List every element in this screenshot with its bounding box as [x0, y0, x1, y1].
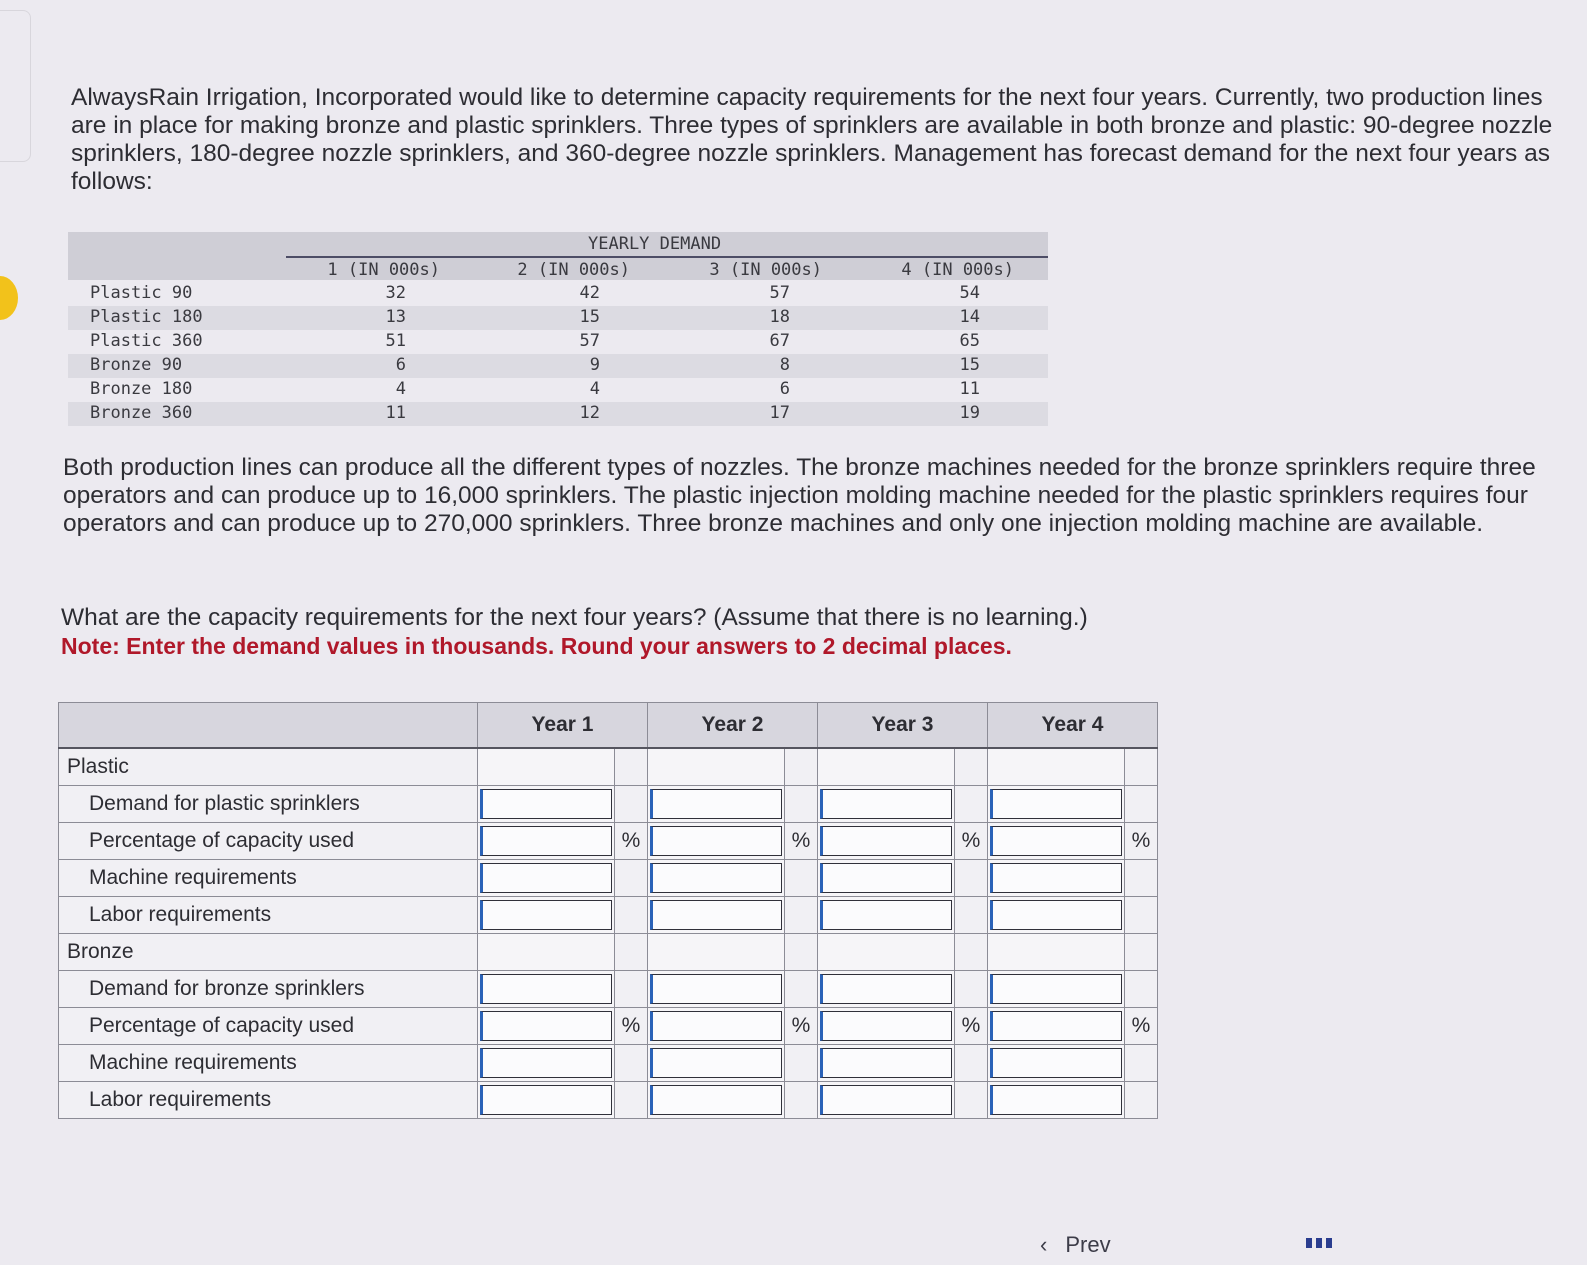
empty-cell: [1125, 1045, 1158, 1082]
empty-cell: [955, 1082, 988, 1119]
answer-cell: [648, 1045, 785, 1082]
empty-cell: [785, 897, 818, 934]
answer-input[interactable]: [650, 863, 782, 893]
year-header: Year 3: [818, 703, 988, 749]
demand-row: [68, 306, 1048, 330]
demand-row: [68, 330, 1048, 354]
answer-input[interactable]: [990, 826, 1122, 856]
answer-cell: [478, 1082, 615, 1119]
chevron-left-icon: ‹: [1040, 1232, 1048, 1257]
demand-row-label: Bronze 90: [90, 355, 183, 375]
empty-cell: [785, 1045, 818, 1082]
empty-cell: [615, 1045, 648, 1082]
demand-cell: 15: [959, 355, 980, 375]
empty-cell: [955, 934, 988, 971]
answer-cell: [478, 1008, 615, 1045]
capacity-paragraph: Both production lines can produce all the different types of nozzles. The bronze machines needed for the bronze sprinklers require three operators and can produce up to 16,000 sprinklers. The plastic injection molding machine needed for the plastic sprinklers requires four operators and can produce up to 270,000 sprinklers. Three bronze machines and only one injection molding machine are available.: [63, 454, 1536, 537]
answer-cell: [648, 897, 785, 934]
percent-sign: %: [1125, 823, 1158, 860]
year-header: Year 4: [988, 703, 1158, 749]
answer-header-row: [59, 703, 1158, 749]
demand-col-header: 2 (IN 000s): [517, 260, 630, 280]
percent-sign: %: [1125, 1008, 1158, 1045]
answer-input[interactable]: [650, 789, 782, 819]
section-label: Bronze: [59, 934, 478, 971]
answer-input[interactable]: [480, 863, 612, 893]
answer-cell: [988, 860, 1125, 897]
answer-cell: [818, 1008, 955, 1045]
empty-cell: [988, 748, 1125, 786]
demand-cell: 42: [579, 283, 600, 303]
demand-cell: 54: [959, 283, 980, 303]
answer-input[interactable]: [650, 900, 782, 930]
answer-input[interactable]: [820, 1011, 952, 1041]
empty-cell: [478, 748, 615, 786]
demand-cell: 67: [769, 331, 790, 351]
empty-cell: [615, 1082, 648, 1119]
section-row: [59, 934, 1158, 971]
answer-input[interactable]: [820, 1085, 952, 1115]
year-header: Year 2: [648, 703, 818, 749]
demand-col-header: 3 (IN 000s): [709, 260, 822, 280]
empty-cell: [1125, 860, 1158, 897]
empty-cell: [818, 748, 955, 786]
intro-paragraph: AlwaysRain Irrigation, Incorporated would like to determine capacity requirements for the next four years. Currently, two production lines are in place for making bronze and plastic sprinklers. Three types of sprinklers are available in both bronze and plastic: 90-degree nozzle sprinklers, 180-degree nozzle sprinklers, and 360-degree nozzle sprinklers. Management has forecast demand for the next four years as follows:: [71, 84, 1553, 195]
answer-input[interactable]: [990, 789, 1122, 819]
answer-cell: [648, 823, 785, 860]
answer-row: [59, 971, 1158, 1008]
answer-row: [59, 823, 1158, 860]
empty-cell: [615, 748, 648, 786]
answer-row: [59, 1008, 1158, 1045]
prev-label: Prev: [1065, 1232, 1111, 1257]
percent-sign: %: [785, 1008, 818, 1045]
answer-input[interactable]: [480, 974, 612, 1004]
demand-cell: 65: [959, 331, 980, 351]
demand-cell: 57: [769, 283, 790, 303]
demand-row-label: Bronze 180: [90, 379, 193, 399]
answer-cell: [478, 897, 615, 934]
empty-cell: [615, 934, 648, 971]
percent-sign: %: [615, 1008, 648, 1045]
answer-row-label: Percentage of capacity used: [59, 1008, 478, 1045]
demand-cell: 15: [579, 307, 600, 327]
answer-input[interactable]: [480, 826, 612, 856]
answer-input[interactable]: [990, 900, 1122, 930]
answer-input[interactable]: [650, 1048, 782, 1078]
answer-cell: [988, 786, 1125, 823]
question-text: What are the capacity requirements for the next four years? (Assume that there is no learning.): [61, 604, 1088, 631]
demand-row: [68, 378, 1048, 402]
answer-input[interactable]: [480, 789, 612, 819]
answer-row-label: Percentage of capacity used: [59, 823, 478, 860]
answer-row: [59, 1082, 1158, 1119]
answer-row-label: Demand for plastic sprinklers: [59, 786, 478, 823]
demand-cell: 6: [395, 355, 406, 375]
side-panel-frame: [0, 10, 31, 162]
empty-cell: [785, 1082, 818, 1119]
percent-sign: %: [785, 823, 818, 860]
section-label: Plastic: [59, 748, 478, 786]
empty-cell: [955, 748, 988, 786]
capacity-answer-table: [58, 702, 1158, 1119]
answer-cell: [988, 1008, 1125, 1045]
demand-cell: 32: [385, 283, 406, 303]
answer-cell: [818, 971, 955, 1008]
empty-cell: [818, 934, 955, 971]
answer-input[interactable]: [990, 1048, 1122, 1078]
empty-cell: [648, 934, 785, 971]
empty-cell: [478, 934, 615, 971]
demand-header-rule: [286, 256, 1048, 258]
demand-cell: 18: [769, 307, 790, 327]
demand-cell: 12: [579, 403, 600, 423]
answer-input[interactable]: [820, 789, 952, 819]
answer-cell: [478, 786, 615, 823]
demand-row-label: Plastic 90: [90, 283, 193, 303]
percent-sign: %: [615, 823, 648, 860]
answer-row: [59, 860, 1158, 897]
answer-input[interactable]: [820, 1048, 952, 1078]
answer-input[interactable]: [820, 826, 952, 856]
empty-cell: [955, 786, 988, 823]
answer-input[interactable]: [820, 974, 952, 1004]
empty-cell: [955, 971, 988, 1008]
empty-cell: [648, 748, 785, 786]
answer-cell: [478, 1045, 615, 1082]
answer-cell: [818, 860, 955, 897]
answer-input[interactable]: [990, 1011, 1122, 1041]
answer-input[interactable]: [650, 974, 782, 1004]
prev-button[interactable]: [1040, 1232, 1111, 1258]
answer-header-blank: [59, 703, 478, 749]
empty-cell: [785, 786, 818, 823]
answer-cell: [648, 971, 785, 1008]
demand-cell: 11: [959, 379, 980, 399]
demand-row-label: Plastic 180: [90, 307, 203, 327]
answer-input[interactable]: [990, 863, 1122, 893]
answer-row: [59, 1045, 1158, 1082]
note-text: Note: Enter the demand values in thousands. Round your answers to 2 decimal places.: [61, 633, 1012, 659]
empty-cell: [785, 971, 818, 1008]
demand-cell: 13: [385, 307, 406, 327]
answer-input[interactable]: [820, 900, 952, 930]
answer-cell: [648, 1008, 785, 1045]
answer-cell: [648, 786, 785, 823]
empty-cell: [615, 897, 648, 934]
empty-cell: [785, 934, 818, 971]
demand-cell: 6: [779, 379, 790, 399]
demand-col-header: 1 (IN 000s): [327, 260, 440, 280]
empty-cell: [988, 934, 1125, 971]
answer-cell: [818, 897, 955, 934]
answer-cell: [818, 1045, 955, 1082]
section-row: [59, 748, 1158, 786]
empty-cell: [955, 1045, 988, 1082]
demand-cell: 8: [779, 355, 790, 375]
answer-input[interactable]: [650, 826, 782, 856]
empty-cell: [1125, 1082, 1158, 1119]
answer-row: [59, 897, 1158, 934]
answer-input[interactable]: [480, 1048, 612, 1078]
answer-cell: [818, 1082, 955, 1119]
empty-cell: [785, 860, 818, 897]
grid-icon[interactable]: [1306, 1238, 1336, 1248]
year-header: Year 1: [478, 703, 648, 749]
demand-title: YEARLY DEMAND: [588, 234, 722, 254]
demand-cell: 4: [395, 379, 406, 399]
answer-input[interactable]: [480, 1011, 612, 1041]
demand-cell: 9: [589, 355, 600, 375]
empty-cell: [955, 860, 988, 897]
answer-input[interactable]: [990, 974, 1122, 1004]
demand-row: [68, 402, 1048, 426]
empty-cell: [955, 897, 988, 934]
answer-cell: [648, 1082, 785, 1119]
answer-cell: [988, 897, 1125, 934]
demand-row-label: Bronze 360: [90, 403, 193, 423]
demand-cell: 19: [959, 403, 980, 423]
answer-cell: [988, 1082, 1125, 1119]
answer-input[interactable]: [480, 1085, 612, 1115]
answer-cell: [478, 823, 615, 860]
answer-cell: [818, 823, 955, 860]
empty-cell: [615, 860, 648, 897]
answer-cell: [988, 1045, 1125, 1082]
answer-cell: [648, 860, 785, 897]
demand-cell: 51: [385, 331, 406, 351]
empty-cell: [1125, 786, 1158, 823]
demand-row: [68, 282, 1048, 306]
answer-row-label: Labor requirements: [59, 897, 478, 934]
demand-row: [68, 354, 1048, 378]
answer-cell: [818, 786, 955, 823]
demand-row-label: Plastic 360: [90, 331, 203, 351]
answer-row: [59, 786, 1158, 823]
answer-input[interactable]: [820, 863, 952, 893]
percent-sign: %: [955, 1008, 988, 1045]
empty-cell: [1125, 748, 1158, 786]
answer-cell: [478, 971, 615, 1008]
answer-input[interactable]: [480, 900, 612, 930]
percent-sign: %: [955, 823, 988, 860]
indicator-dot: [0, 276, 18, 320]
answer-row-label: Labor requirements: [59, 1082, 478, 1119]
answer-cell: [478, 860, 615, 897]
empty-cell: [1125, 897, 1158, 934]
answer-row-label: Demand for bronze sprinklers: [59, 971, 478, 1008]
answer-input[interactable]: [990, 1085, 1122, 1115]
demand-cell: 11: [385, 403, 406, 423]
empty-cell: [1125, 934, 1158, 971]
answer-cell: [988, 823, 1125, 860]
empty-cell: [1125, 971, 1158, 1008]
answer-cell: [988, 971, 1125, 1008]
demand-cell: 4: [589, 379, 600, 399]
answer-row-label: Machine requirements: [59, 860, 478, 897]
answer-row-label: Machine requirements: [59, 1045, 478, 1082]
empty-cell: [615, 971, 648, 1008]
demand-cell: 57: [579, 331, 600, 351]
answer-input[interactable]: [650, 1085, 782, 1115]
empty-cell: [615, 786, 648, 823]
answer-input[interactable]: [650, 1011, 782, 1041]
demand-cell: 14: [959, 307, 980, 327]
empty-cell: [785, 748, 818, 786]
demand-cell: 17: [769, 403, 790, 423]
demand-col-header: 4 (IN 000s): [901, 260, 1014, 280]
